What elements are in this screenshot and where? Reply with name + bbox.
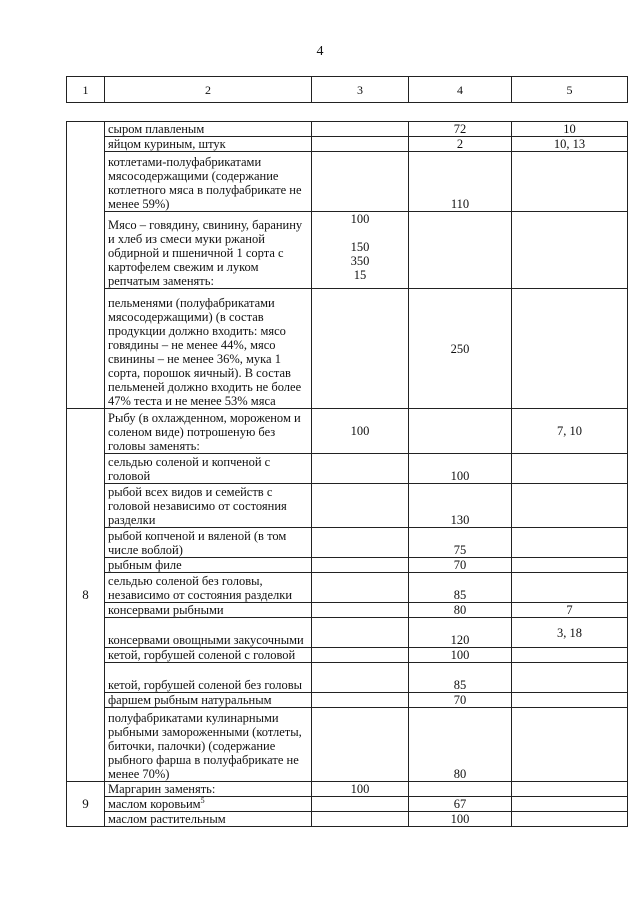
base-amount-cell: [312, 528, 409, 558]
notes-cell: [512, 484, 628, 528]
table-row: [67, 782, 628, 797]
product-cell: Маргарин заменять:: [105, 782, 312, 797]
base-amount-cell: 100: [312, 409, 409, 454]
product-cell: фаршем рыбным натуральным: [105, 693, 312, 708]
base-amount-cell: [312, 663, 409, 693]
notes-cell: 10: [512, 122, 628, 137]
base-amount-cell: [312, 708, 409, 782]
notes-cell: [512, 152, 628, 212]
substitute-amount-cell: 85: [409, 663, 512, 693]
product-cell: рыбным филе: [105, 558, 312, 573]
substitute-amount-cell: 80: [409, 603, 512, 618]
header-col-5: 5: [512, 77, 628, 103]
notes-cell: [512, 558, 628, 573]
base-amount-cell: [312, 573, 409, 603]
base-amount-cell: [312, 693, 409, 708]
base-amount-cell: [312, 797, 409, 812]
substitute-amount-cell: 2: [409, 137, 512, 152]
header-col-2: 2: [105, 77, 312, 103]
product-cell: консервами овощными закусочными: [105, 618, 312, 648]
notes-cell: [512, 708, 628, 782]
substitute-amount-cell: 85: [409, 573, 512, 603]
base-amount-cell: [312, 812, 409, 827]
notes-cell: 7, 10: [512, 409, 628, 454]
table-row: [67, 137, 628, 152]
notes-cell: [512, 797, 628, 812]
notes-cell: [512, 812, 628, 827]
product-cell: яйцом куриным, штук: [105, 137, 312, 152]
base-amount-cell: [312, 137, 409, 152]
substitute-amount-cell: [409, 212, 512, 289]
page-number: 4: [316, 44, 324, 59]
substitute-amount-cell: 100: [409, 812, 512, 827]
product-cell: рыбой всех видов и семейств с головой независимо от состояния разделки: [105, 484, 312, 528]
product-cell: [105, 797, 312, 812]
notes-cell: [512, 663, 628, 693]
base-amount-cell: [312, 212, 409, 289]
table-row: [67, 573, 628, 603]
table-row: [67, 558, 628, 573]
notes-cell: [512, 289, 628, 409]
product-cell: консервами рыбными: [105, 603, 312, 618]
substitute-amount-cell: 110: [409, 152, 512, 212]
base-amount-cell: [312, 618, 409, 648]
notes-cell: 10, 13: [512, 137, 628, 152]
notes-cell: [512, 693, 628, 708]
product-cell: кетой, горбушей соленой без головы: [105, 663, 312, 693]
notes-cell: [512, 528, 628, 558]
notes-cell: [512, 212, 628, 289]
base-amount-cell: [312, 122, 409, 137]
substitute-amount-cell: 72: [409, 122, 512, 137]
substitute-amount-cell: [409, 782, 512, 797]
table-row: [67, 484, 628, 528]
product-cell: пельменями (полуфабрикатами мясосодержащими) (в состав продукции должно входить: мясо говядины – не менее 44%, мясо свинины – не менее 36%, мука 1 сорта, порошок яичный). В состав пельменей должно входить не более 47% теста и не менее 53% мяса: [105, 289, 312, 409]
product-cell: сыром плавленым: [105, 122, 312, 137]
substitute-amount-cell: 130: [409, 484, 512, 528]
table-row: [67, 663, 628, 693]
header-col-3: 3: [312, 77, 409, 103]
substitute-amount-cell: 250: [409, 289, 512, 409]
table-row: [67, 797, 628, 812]
base-amount-cell: [312, 648, 409, 663]
base-amount-cell: 100: [312, 782, 409, 797]
product-cell: сельдью соленой и копченой с головой: [105, 454, 312, 484]
amount-onion: 15: [353, 268, 367, 282]
base-amount-cell: [312, 454, 409, 484]
base-amount-cell: [312, 289, 409, 409]
notes-cell: [512, 454, 628, 484]
amount-meat: 100: [350, 212, 370, 226]
table-row: [67, 618, 628, 648]
notes-cell: 3, 18: [512, 618, 628, 648]
substitute-amount-cell: 120: [409, 618, 512, 648]
substitution-table: [66, 121, 628, 827]
notes-cell: [512, 573, 628, 603]
table-row: [67, 454, 628, 484]
table-row: [67, 152, 628, 212]
group-number-cell: 8: [67, 409, 105, 782]
amount-bread: 150: [350, 240, 370, 254]
table-row: [67, 289, 628, 409]
substitute-amount-cell: 70: [409, 693, 512, 708]
base-amount-cell: [312, 558, 409, 573]
table-row: [67, 409, 628, 454]
substitute-amount-cell: 100: [409, 648, 512, 663]
base-amount-cell: [312, 603, 409, 618]
substitute-amount-cell: 70: [409, 558, 512, 573]
product-cell: Рыбу (в охлажденном, мороженом и соленом виде) потрошеную без головы заменять:: [105, 409, 312, 454]
table-row: [67, 528, 628, 558]
substitute-amount-cell: 100: [409, 454, 512, 484]
product-cell: рыбой копченой и вяленой (в том числе воблой): [105, 528, 312, 558]
header-col-4: 4: [409, 77, 512, 103]
base-amount-cell: [312, 484, 409, 528]
table-row: [67, 812, 628, 827]
column-header-table: [66, 76, 628, 103]
substitute-amount-cell: 80: [409, 708, 512, 782]
notes-cell: [512, 782, 628, 797]
table-row: [67, 708, 628, 782]
notes-cell: [512, 648, 628, 663]
product-cell: маслом растительным: [105, 812, 312, 827]
amount-potato: 350: [350, 254, 370, 268]
group-number-cell: 9: [67, 782, 105, 827]
substitute-amount-cell: 75: [409, 528, 512, 558]
table-row: [67, 212, 628, 289]
table-row: [67, 603, 628, 618]
table-row: [67, 648, 628, 663]
base-amount-cell: [312, 152, 409, 212]
product-cell: сельдью соленой без головы, независимо от состояния разделки: [105, 573, 312, 603]
header-col-1: 1: [67, 77, 105, 103]
substitute-amount-cell: [409, 409, 512, 454]
table-row: [67, 693, 628, 708]
header-row: [67, 77, 628, 103]
table-row: [67, 122, 628, 137]
substitute-amount-cell: 67: [409, 797, 512, 812]
notes-cell: 7: [512, 603, 628, 618]
group-number-cell: [67, 122, 105, 409]
product-cell: котлетами-полуфабрикатами мясосодержащими (содержание котлетного мяса в полуфабрикате не менее 59%): [105, 152, 312, 212]
product-cell: Мясо – говядину, свинину, баранину и хлеб из смеси муки ржаной обдирной и пшеничной 1 сорта с картофелем свежим и луком репчатым заменять:: [105, 212, 312, 289]
product-text: маслом коровьим: [108, 797, 201, 811]
footnote-mark: 5: [200, 795, 205, 805]
product-cell: кетой, горбушей соленой с головой: [105, 648, 312, 663]
spacer: [315, 226, 405, 240]
product-cell: полуфабрикатами кулинарными рыбными замороженными (котлеты, биточки, палочки) (содержание рыбного фарша в полуфабрикате не менее 70%): [105, 708, 312, 782]
